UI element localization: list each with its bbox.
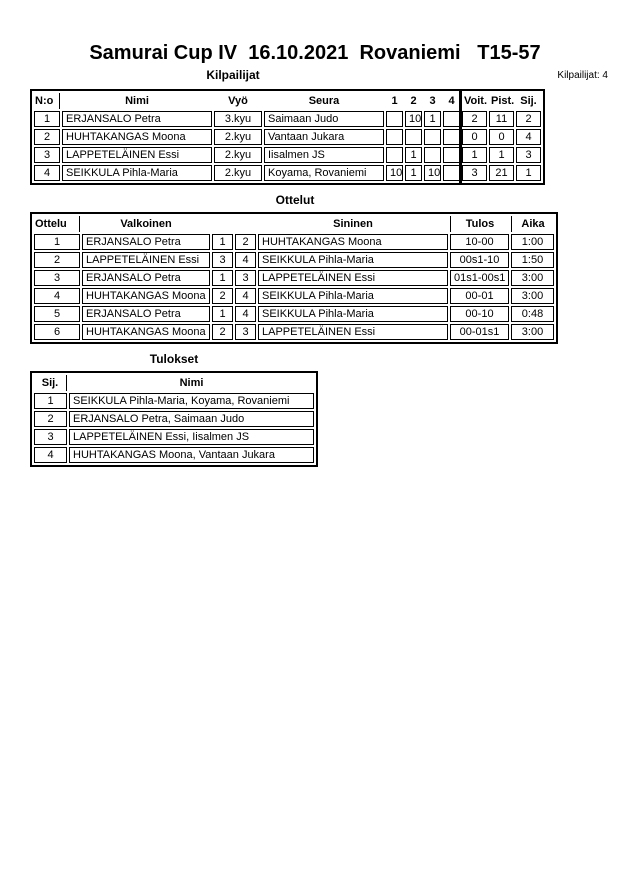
cell-r1 — [386, 147, 403, 163]
cell-blue-no: 3 — [235, 270, 256, 286]
col-header-belt: Vyö — [228, 95, 248, 107]
page-title: Samurai Cup IV 16.10.2021 Rovaniemi T15-57 — [89, 42, 541, 64]
cell-blue: SEIKKULA Pihla-Maria — [258, 306, 448, 322]
col-header-wins: Voit. — [464, 95, 487, 107]
cell-time: 3:00 — [511, 324, 554, 340]
competitor-row — [34, 129, 541, 145]
matches-section-title: Ottelut — [275, 193, 315, 207]
competitors-section-title: Kilpailijat — [206, 68, 260, 82]
cell-match: 4 — [34, 288, 80, 304]
cell-wins: 3 — [462, 165, 487, 181]
cell-club: Iisalmen JS — [264, 147, 384, 163]
cell-match: 5 — [34, 306, 80, 322]
cell-place: 2 — [516, 111, 541, 127]
col-header-name: Nimi — [179, 377, 204, 389]
cell-r3: 10 — [424, 165, 441, 181]
result-row — [34, 447, 314, 463]
cell-r2: 1 — [405, 165, 422, 181]
cell-r4 — [443, 111, 460, 127]
cell-result: 00s1-10 — [450, 252, 509, 268]
matches-table-wrap — [30, 212, 558, 344]
cell-no: 4 — [34, 165, 60, 181]
cell-r3 — [424, 129, 441, 145]
match-row — [34, 324, 554, 340]
cell-wins: 2 — [462, 111, 487, 127]
competitors-table — [30, 89, 545, 185]
cell-club: Koyama, Rovaniemi — [264, 165, 384, 181]
col-header-points: Pist. — [491, 95, 514, 107]
cell-white-no: 2 — [212, 324, 233, 340]
results-table-wrap — [30, 371, 318, 467]
competitors-header-row — [34, 93, 541, 109]
cell-blue: HUHTAKANGAS Moona — [258, 234, 448, 250]
cell-result: 01s1-00s1 — [450, 270, 509, 286]
cell-time: 3:00 — [511, 288, 554, 304]
cell-white-no: 1 — [212, 306, 233, 322]
cell-white-no: 1 — [212, 234, 233, 250]
cell-points: 11 — [489, 111, 514, 127]
cell-result: 00-01 — [450, 288, 509, 304]
cell-blue: LAPPETELÄINEN Essi — [258, 324, 448, 340]
cell-white: ERJANSALO Petra — [82, 306, 210, 322]
col-header-r1: 1 — [391, 95, 398, 107]
cell-belt: 3.kyu — [214, 111, 262, 127]
cell-place: 1 — [34, 393, 67, 409]
cell-belt: 2.kyu — [214, 165, 262, 181]
col-header-club: Seura — [308, 95, 340, 107]
cell-place: 4 — [34, 447, 67, 463]
cell-white-no: 3 — [212, 252, 233, 268]
results-header-row — [34, 375, 314, 391]
cell-blue: SEIKKULA Pihla-Maria — [258, 288, 448, 304]
competitor-row — [34, 147, 541, 163]
cell-place: 1 — [516, 165, 541, 181]
cell-points: 0 — [489, 129, 514, 145]
col-header-time: Aika — [511, 216, 554, 232]
match-row — [34, 270, 554, 286]
cell-place: 3 — [516, 147, 541, 163]
competitors-table-wrap — [30, 89, 545, 185]
cell-match: 1 — [34, 234, 80, 250]
cell-blue-no: 2 — [235, 234, 256, 250]
cell-blue: LAPPETELÄINEN Essi — [258, 270, 448, 286]
result-row — [34, 411, 314, 427]
col-header-place: Sij. — [520, 95, 537, 107]
cell-wins: 0 — [462, 129, 487, 145]
cell-points: 1 — [489, 147, 514, 163]
cell-name: LAPPETELÄINEN Essi, Iisalmen JS — [69, 429, 314, 445]
cell-club: Saimaan Judo — [264, 111, 384, 127]
cell-place: 2 — [34, 411, 67, 427]
cell-no: 2 — [34, 129, 60, 145]
result-row — [34, 429, 314, 445]
cell-white: LAPPETELÄINEN Essi — [82, 252, 210, 268]
cell-r4 — [443, 129, 460, 145]
results-group-divider — [459, 89, 462, 185]
cell-r1: 10 — [386, 165, 403, 181]
cell-blue-no: 4 — [235, 288, 256, 304]
cell-white: HUHTAKANGAS Moona — [82, 324, 210, 340]
cell-blue-no: 3 — [235, 324, 256, 340]
cell-r1 — [386, 129, 403, 145]
cell-r3: 1 — [424, 111, 441, 127]
competitor-row — [34, 111, 541, 127]
competitor-row — [34, 165, 541, 181]
cell-r3 — [424, 147, 441, 163]
col-header-match: Ottelu — [34, 216, 80, 232]
cell-r4 — [443, 147, 460, 163]
cell-time: 0:48 — [511, 306, 554, 322]
cell-place: 4 — [516, 129, 541, 145]
result-row — [34, 393, 314, 409]
cell-blue-no: 4 — [235, 306, 256, 322]
cell-match: 2 — [34, 252, 80, 268]
col-header-result: Tulos — [450, 216, 509, 232]
cell-name: SEIKKULA Pihla-Maria — [62, 165, 212, 181]
cell-blue: SEIKKULA Pihla-Maria — [258, 252, 448, 268]
cell-blue-no: 4 — [235, 252, 256, 268]
cell-name: SEIKKULA Pihla-Maria, Koyama, Rovaniemi — [69, 393, 314, 409]
cell-belt: 2.kyu — [214, 147, 262, 163]
cell-white: ERJANSALO Petra — [82, 270, 210, 286]
cell-r4 — [443, 165, 460, 181]
cell-r2: 10 — [405, 111, 422, 127]
col-header-r2: 2 — [410, 95, 417, 107]
col-header-name: Nimi — [125, 95, 149, 107]
col-header-white: Valkoinen — [120, 218, 172, 230]
cell-points: 21 — [489, 165, 514, 181]
match-row — [34, 234, 554, 250]
cell-result: 10-00 — [450, 234, 509, 250]
cell-name: LAPPETELÄINEN Essi — [62, 147, 212, 163]
col-header-r3: 3 — [429, 95, 436, 107]
col-header-place: Sij. — [34, 375, 67, 391]
cell-wins: 1 — [462, 147, 487, 163]
match-row — [34, 306, 554, 322]
col-header-no: N:o — [34, 93, 60, 109]
competitors-count-label: Kilpailijat: 4 — [557, 70, 608, 81]
cell-r2 — [405, 129, 422, 145]
results-section-title: Tulokset — [149, 352, 199, 366]
cell-result: 00-01s1 — [450, 324, 509, 340]
col-header-r4: 4 — [448, 95, 455, 107]
cell-match: 3 — [34, 270, 80, 286]
match-row — [34, 252, 554, 268]
cell-name: ERJANSALO Petra — [62, 111, 212, 127]
cell-white-no: 1 — [212, 270, 233, 286]
col-header-blue: Sininen — [333, 218, 373, 230]
cell-result: 00-10 — [450, 306, 509, 322]
results-table — [30, 371, 318, 467]
cell-white: ERJANSALO Petra — [82, 234, 210, 250]
cell-time: 1:00 — [511, 234, 554, 250]
cell-club: Vantaan Jukara — [264, 129, 384, 145]
col-header-blue-no — [235, 216, 256, 232]
col-header-white-no — [212, 216, 233, 232]
cell-no: 1 — [34, 111, 60, 127]
cell-time: 1:50 — [511, 252, 554, 268]
cell-white: HUHTAKANGAS Moona — [82, 288, 210, 304]
cell-name: ERJANSALO Petra, Saimaan Judo — [69, 411, 314, 427]
cell-r2: 1 — [405, 147, 422, 163]
cell-match: 6 — [34, 324, 80, 340]
match-row — [34, 288, 554, 304]
cell-white-no: 2 — [212, 288, 233, 304]
matches-table — [30, 212, 558, 344]
cell-time: 3:00 — [511, 270, 554, 286]
cell-belt: 2.kyu — [214, 129, 262, 145]
matches-header-row — [34, 216, 554, 232]
cell-place: 3 — [34, 429, 67, 445]
cell-name: HUHTAKANGAS Moona — [62, 129, 212, 145]
cell-r1 — [386, 111, 403, 127]
cell-name: HUHTAKANGAS Moona, Vantaan Jukara — [69, 447, 314, 463]
cell-no: 3 — [34, 147, 60, 163]
